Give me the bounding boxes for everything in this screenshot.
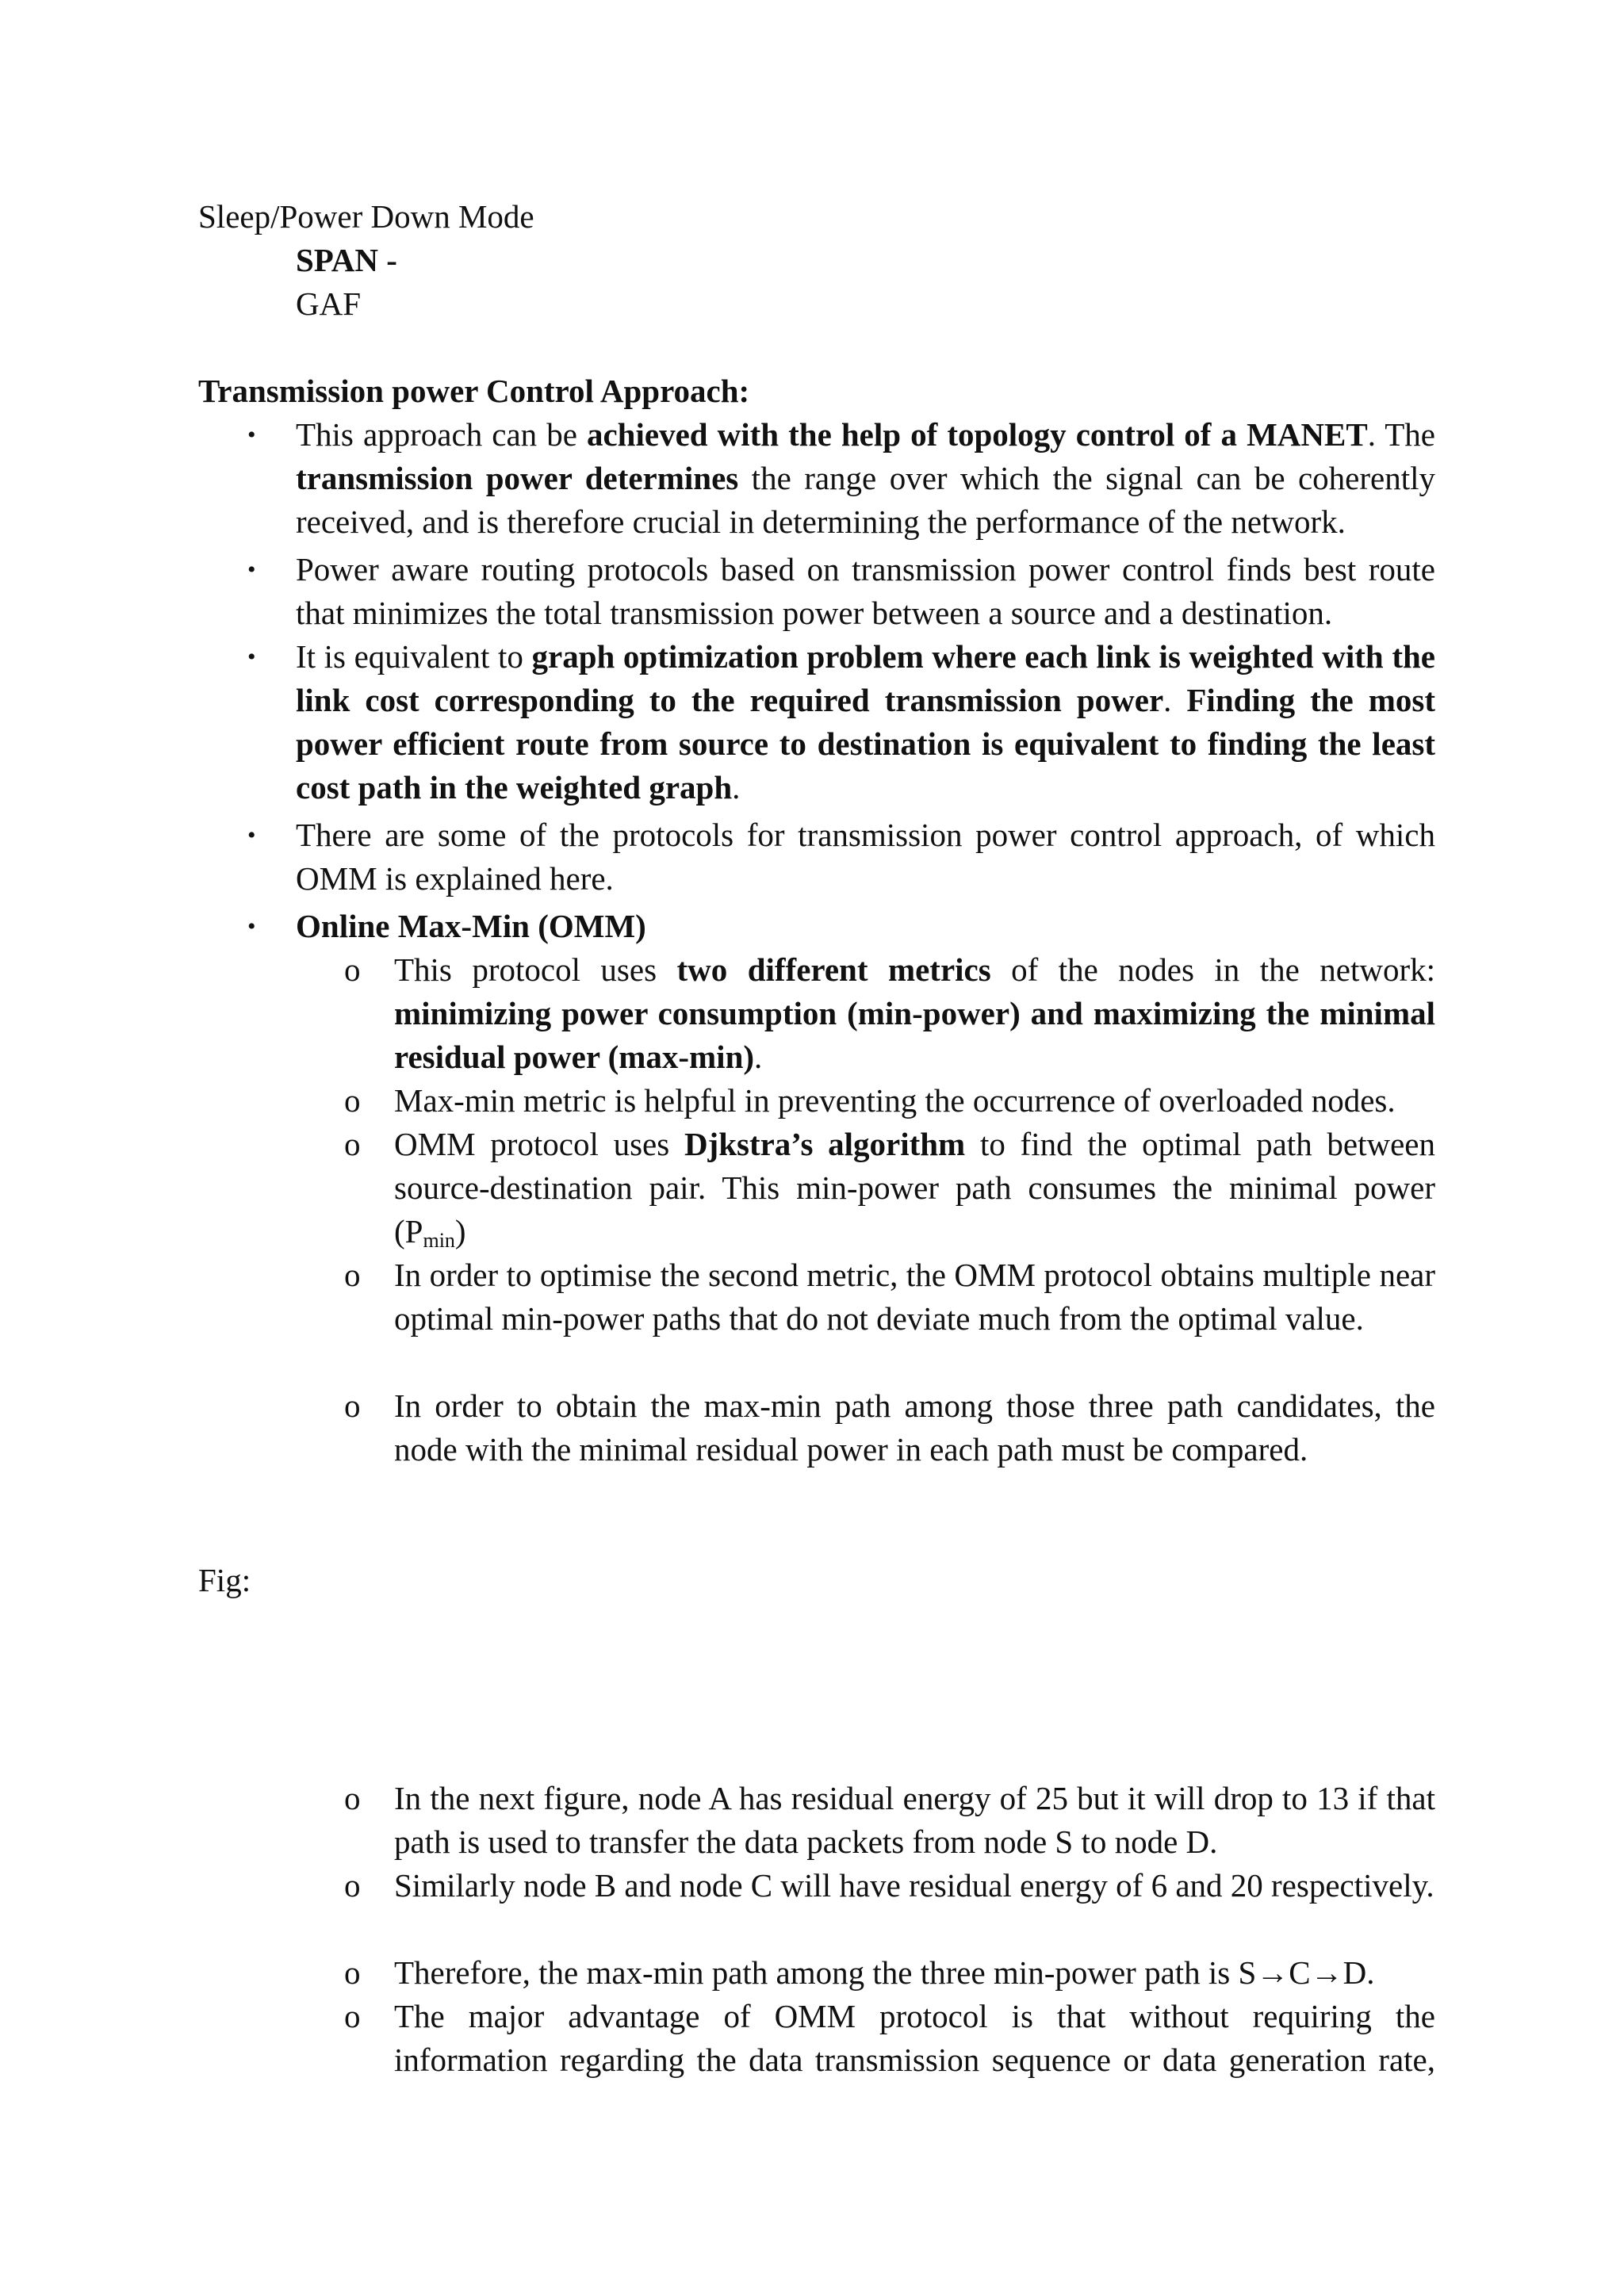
- bullet-icon: •: [247, 822, 256, 848]
- bullet-icon: •: [247, 913, 256, 939]
- sub-bullet-icon: o: [344, 1867, 361, 1904]
- bullet-item: Power aware routing protocols based on transmission power control finds best route that minimizes the total transmission power between a source and a destination.: [296, 551, 1435, 631]
- sub-item: In the next figure, node A has residual energy of 25 but it will drop to 13 if that path is used to transfer the data packets from node S to node D.: [394, 1780, 1435, 1860]
- sub-item: In order to obtain the max-min path among those three path candidates, the node with the minimal residual power in each path must be compared.: [394, 1387, 1435, 1468]
- sub-item: Max-min metric is helpful in preventing the occurrence of overloaded nodes.: [394, 1082, 1396, 1119]
- sub-bullet-icon: o: [344, 1082, 361, 1119]
- sub-bullet-icon: o: [344, 1998, 361, 2034]
- sub-bullet-icon: o: [344, 1257, 361, 1293]
- sub-item: The major advantage of OMM protocol is that without requiring the information regarding the data transmission sequence or data generation rate,: [394, 1998, 1435, 2078]
- sub-item: OMM protocol uses Djkstra’s algorithm to find the optimal path between source-destination pair. This min-power path consumes the minimal power $(P_{min})$: [394, 1126, 1436, 1252]
- bullet-item: Online Max-Min (OMM): [296, 908, 646, 944]
- sleep-heading: Sleep/Power Down Mode: [198, 198, 534, 235]
- sub-bullet-icon: o: [344, 1126, 361, 1162]
- bullet-item: It is equivalent to graph optimization problem where each link is weighted with the link cost corresponding to the required transmission power. Finding the most power efficient route from source to destination is equivalent to finding the least cost path in the weighted graph.: [296, 638, 1436, 806]
- section-heading: Transmission power Control Approach:: [198, 373, 750, 409]
- sub-item: Similarly node B and node C will have residual energy of 6 and 20 respectively.: [394, 1867, 1434, 1904]
- span-label: SPAN -: [296, 242, 397, 278]
- gaf-label: GAF: [296, 285, 362, 322]
- fig-label: Fig:: [198, 1562, 251, 1598]
- sub-bullet-icon: o: [344, 1780, 361, 1816]
- sub-item: This protocol uses two different metrics of the nodes in the network: minimizing power consumption (min-power) and maximizing the minimal residual power (max-min).: [394, 951, 1435, 1075]
- bullet-icon: •: [247, 422, 256, 448]
- sub-item: In order to optimise the second metric, the OMM protocol obtains multiple near optimal min-power paths that do not deviate much from the optimal value.: [394, 1257, 1435, 1337]
- sub-item: Therefore, the max-min path among the three min-power path is S→C→D.: [394, 1954, 1375, 1991]
- bullet-icon: •: [247, 644, 256, 670]
- bullet-icon: •: [247, 557, 256, 583]
- sub-bullet-icon: o: [344, 1954, 361, 1991]
- sub-bullet-icon: o: [344, 951, 361, 988]
- bullet-item: This approach can be achieved with the help of topology control of a MANET. The transmission power determines the range over which the signal can be coherently received, and is therefore crucial in determining the performance of the network.: [296, 416, 1435, 540]
- sub-bullet-icon: o: [344, 1387, 361, 1424]
- bullet-item: There are some of the protocols for transmission power control approach, of which OMM is explained here.: [296, 817, 1435, 897]
